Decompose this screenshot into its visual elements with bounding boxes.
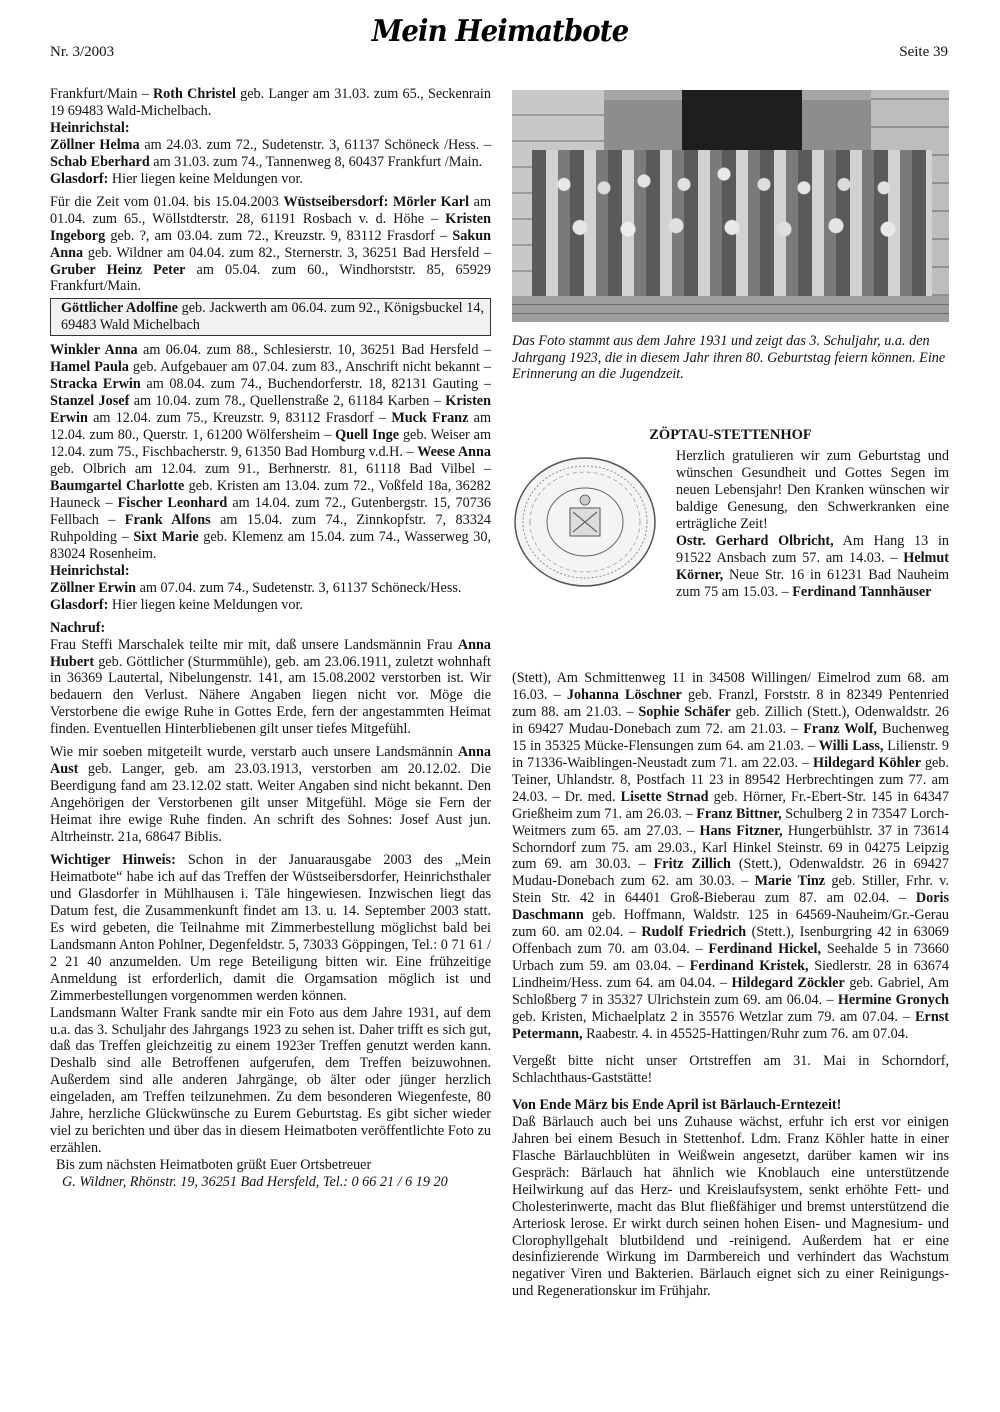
highlight-box: Göttlicher Adolfine geb. Jackwerth am 06.04. zum 92., Königsbuckel 14, 69483 Wald Michelbach [50,298,491,336]
entry-paragraph: Für die Zeit vom 01.04. bis 15.04.2003 Wüstseibersdorf: Mörler Karl am 01.04. zum 65., Wöllstdterstr. 28, 61191 Rosbach v. d. Höhe – Kristen Ingeborg geb. ?, am 03.04. zum 72., Kreuzstr. 9, 83112 Frasdorf – Sakun Anna geb. Wildner am 04.04. zum 82., Sternerstr. 3, 36251 Bad Hersfeld – Gruber Heinz Peter am 05.04. zum 60., Windhorststr. 85, 65929 Frankfurt/Main. [50,193,491,295]
heading-heinrichstal: Heinrichstal: [50,119,130,136]
reminder-paragraph: Vergeßt bitte nicht unser Ortstreffen am 31. Mai in Schorndorf, Schlachthaus-Gaststätte! [512,1052,949,1086]
masthead-title: Mein Heimatbote [371,14,629,49]
class-photo [512,90,949,322]
entry-paragraph: Winkler Anna am 06.04. zum 88., Schlesierstr. 10, 36251 Bad Hersfeld – Hamel Paula geb. Aufgebauer am 07.04. zum 83., Anschrift nicht bekannt – Stracka Erwin am 08.04. zum 74., Buchendorferstr. 18, 82131 Gauting – Stanzel Josef am 10.04. zum 78., Quellenstraße 2, 61184 Karben – Kristen Erwin am 12.04. zum 75., Kreuzstr. 9, 83112 Frasdorf – Muck Franz am 12.04. zum 80., Querstr. 1, 61200 Wölfersheim – Quell Inge geb. Weiser am 12.04. zum 75., Fischbacherstr. 9, 61350 Bad Homburg v.d.H. – Weese Anna geb. Olbrich am 12.04. zum 91., Berhnerstr. 81, 61118 Bad Vilbel – Baumgartel Charlotte geb. Kristen am 13.04. zum 72., Voßfeld 18a, 36282 Hauneck – Fischer Leonhard am 14.04. zum 72., Gutenbergstr. 15, 70736 Fellbach – Frank Alfons am 15.04. zum 74., Zinnkopfstr. 7, 83324 Ruhpolding – Sixt Marie geb. Klemenz am 15.04. zum 74., Wasserweg 30, 83024 Rosenheim. [50,342,492,562]
glasdorf-note: Glasdorf: Hier liegen keine Meldungen vor. [50,596,303,613]
photo-caption: Das Foto stammt aus dem Jahre 1931 und zeigt das 3. Schuljahr, u.a. den Jahrgang 1923, die in diesem Jahr ihren 80. Geburtstag feiern können. Eine Erinnerung an die Jugendzeit. [512,333,946,382]
section-title: ZÖPTAU-STETTENHOF [649,427,812,443]
heading-nachruf: Nachruf: [50,619,106,636]
birthday-list: (Stett), Am Schmittenweg 11 in 34508 Willingen/ Eimelrod zum 68. am 16.03. – Johanna Löschner geb. Franzl, Forststr. 8 in 82349 Pentenried zum 88. am 21.03. – Sophie Schäfer geb. Zillich (Stett.), Odenwaldstr. 26 in 69427 Mudau-Donebach zum 72. am 21.03. – Franz Wolf, Buchenweg 15 in 35325 Mücke-Flensungen zum 64. am 21.03. – Willi Lass, Lilienstr. 9 in 71336-Waiblingen-Neustadt zum 71. am 22.03. – Hildegard Köhler geb. Teiner, Uhlandstr. 8, Postfach 11 23 in 89542 Herbrechtingen zum 77. am 24.03. – Dr. med. Lisette Strnad geb. Hörner, Fr.-Ebert-Str. 145 in 64347 Grießheim zum 71. am 26.03. – Franz Bittner, Schulberg 2 in 73547 Lorch-Weitmers zum 65. am 27.03. – Hans Fitzner, Hungerbühlstr. 37 in 73614 Schorndorf zum 75. am 29.03., Karl Hinkel Steinstr. 69 in 04275 Leipzig zum 69. am 30.03. – Fritz Zillich (Stett.), Odenwaldstr. 26 in 69427 Mudau-Donebach zum 62. am 30.03. – Marie Tinz geb. Stiller, Frhr. v. Stein Str. 42 in 64401 Groß-Bieberau zum 87. am 02.04. – Doris Daschmann geb. Hoffmann, Waldstr. 125 in 64569-Nauheim/Gr.-Gerau zum 60. am 02.04. – Rudolf Friedrich (Stett.), Isenburgring 42 in 63069 Offenbach zum 70. am 03.04. – Ferdinand Hickel, Seehalde 5 in 73660 Urbach zum 59. am 03.04. – Ferdinand Kristek, Siedlerstr. 28 in 63674 Lindheim/Hess. zum 64. am 04.04. – Hildegard Zöckler geb. Gabriel, Am Schloßberg 7 in 35327 Ulrichstein zum 69. am 06.04. – Hermine Gronych geb. Kristen, Michaelplatz 2 in 35576 Wetzlar zum 79. am 07.04. – Ernst Petermann, Raabestr. 4. in 45525-Hattingen/Ruhr zum 76. am 07.04. [512,670,950,1043]
glasdorf-note: Glasdorf: Hier liegen keine Meldungen vor. [50,170,303,187]
heading-heinrichstal: Heinrichstal: [50,562,130,579]
issue-number: Nr. 3/2003 [50,44,115,60]
entry-paragraph: Zöllner Erwin am 07.04. zum 74., Sudetenstr. 3, 61137 Schöneck/Hess. [50,579,462,596]
baerlauch-heading: Von Ende März bis Ende April ist Bärlauch-Erntezeit! [512,1096,842,1113]
municipal-seal-icon [510,450,660,590]
notice-paragraph: Wichtiger Hinweis: Schon in der Januarausgabe 2003 des „Mein Heimatbote“ habe ich auf das Treffen der Wüstseibersdorfer, Heinrichsthaler und Glasdorfer in Mühlhausen i. Täle hingewiesen. Inzwischen liegt das Datum fest, die Zusammenkunft findet am 13. u. 14. September 2003 statt. Es wird gebeten, die Teilnahme mit Zimmerbestellung möglichst bald bei Landsmann Anton Pohlner, Degenfeldstr. 5, 73033 Göppingen, Tel.: 0 71 61 / 2 21 40 anzumelden. Um rege Beteiligung bitten wir. Eine frühzeitige Anmeldung ist erforderlich, damit die Orgamsation möglich ist und Zimmerbestellungen vorgenommen werden können. [50,851,491,1004]
entry-paragraph: Zöllner Helma am 24.03. zum 72., Sudetenstr. 3, 61137 Schöneck /Hess. – Schab Eberhard am 31.03. zum 74., Tannenweg 8, 60437 Frankfurt /Main. [50,136,491,170]
nachruf-paragraph: Frau Steffi Marschalek teilte mir mit, daß unsere Landsmännin Frau Anna Hubert geb. Göttlicher (Sturmmühle), geb. am 23.06.1911, zuletzt wohnhaft in 36369 Lautertal, Nibelungenstr. 141, am 15.08.2002 verstorben ist. Wir bedauern den Verlust. Nähere Angaben liegen nicht vor. Möge die Verstorbene die ewige Ruhe in Gottes Erde, fern der angestammten Heimat finden. Eventuellen Hinterbliebenen gilt unser tiefes Mitgefühl. [50,636,491,738]
baerlauch-paragraph: Daß Bärlauch auch bei uns Zuhause wächst, erfuhr ich erst vor einigen Jahren bei einem Besuch in Stettenhof. Ldm. Franz Köhler hatte in einer Flasche Bärlauchblüten in Weißwein angesetzt, darüber kamen wir ins Gespräch: Bärlauch hat ähnlich wie Knoblauch eine unterstützende Heilwirkung auf das Herz- und Kreislaufsystem, senkt erhöhte Fett- und Cholesterinwerte, macht das Blut fließfähiger und bremst unterstützend die Arteriosk lerose. Er wirkt durch seinen hohen Eisen- und Magnesium- und Clorophyllgehalt blutbildend und -reinigend. Außerdem hat er eine desinfizierende Wirkung im Darmbereich und verhindert das Wachstum negativer Viren und Bakterien. Bärlauch eignet sich zu einer Reinigungs- und Regenerationskur im Frühjahr. [512,1113,949,1300]
page-number: Seite 39 [899,44,948,60]
entry-paragraph: Frankfurt/Main – Roth Christel geb. Langer am 31.03. zum 65., Seckenrain 19 69483 Wald-Michelbach. [50,86,491,119]
photo-notice-paragraph: Landsmann Walter Frank sandte mir ein Foto aus dem Jahre 1931, auf dem u.a. das 3. Schuljahr des Jahrgangs 1923 zu sehen ist. Daher trifft es sich gut, daß das Treffen gleichzeitig zu einem 1923er Treffen genutzt werden kann. Deshalb sind alle Betroffenen aufgerufen, dem Treffen beizuwohnen. Außerdem sind alle anderen Jahrgänge, ob älter oder jünger herzlich eingeladen, am Treffen teilzunehmen. Zu dem besonderen Wiegenfeste, 80 Jahre, herzliche Glückwünsche zu Eurem Geburtstag. Es gibt sicher wieder viel zu berichten und über das in diesem Heimatboten veröffentlichte Foto zu erzählen. [50,1004,491,1157]
obituary-paragraph: Wie mir soeben mitgeteilt wurde, verstarb auch unsere Landsmännin Anna Aust geb. Langer, geb. am 23.03.1913, verstorben am 20.12.02. Die Beerdigung fand am 23.12.02 statt. Weiter Angaben sind nicht bekannt. Den Angehörigen der Verstorbenen gilt unser Mitgefühl. Möge sie Fern der Heimat ihre ewige Ruhe finden. An schrift des Sohnes: Josef Aust jun. Altrheinstr. 21a, 68647 Biblis. [50,744,491,846]
right-column [512,670,949,1300]
greeting-intro: Herzlich gratulieren wir zum Geburtstag und wünschen Gesundheit und Gottes Segen im neuen Lebensjahr! Den Kranken wünschen wir baldige Genesung, den Schwerkranken eine erträgliche Zeit! Ostr. Gerhard Olbricht, Am Hang 13 in 91522 Ansbach zum 57. am 14.03. – Helmut Körner, Neue Str. 16 in 61231 Bad Nauheim zum 75 am 15.03. – Ferdinand Tannhäuser [676,448,949,600]
closing-line: Bis zum nächsten Heimatboten grüßt Euer Ortsbetreuer [56,1157,372,1174]
left-column [50,86,491,1191]
signature-line: G. Wildner, Rhönstr. 19, 36251 Bad Hersfeld, Tel.: 0 66 21 / 6 19 20 [62,1174,448,1191]
